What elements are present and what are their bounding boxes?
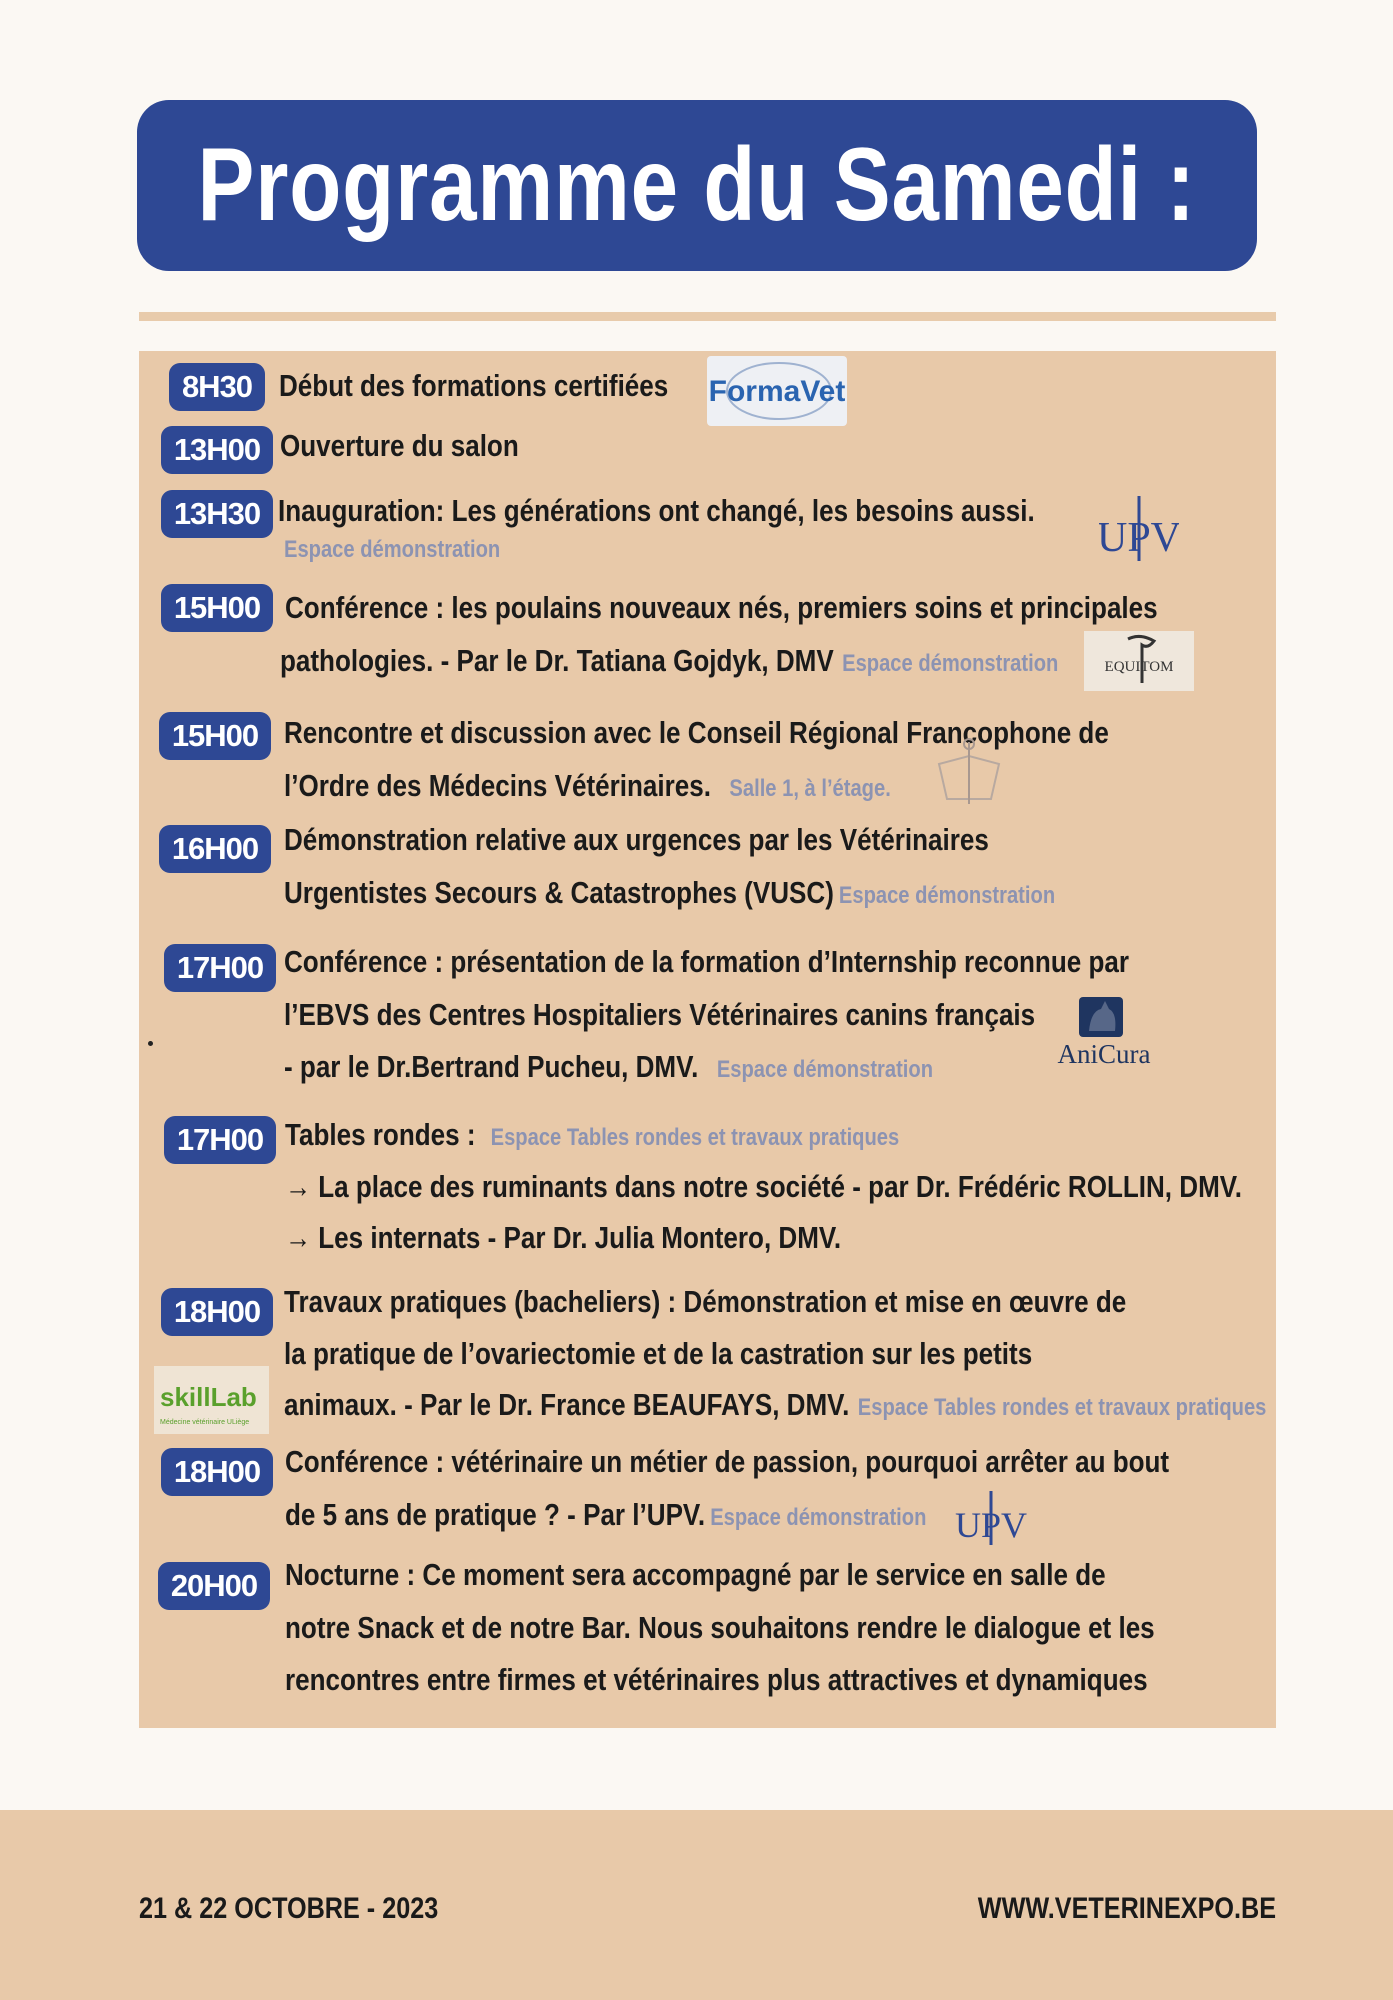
skilllab-logo-subtext: Médecine vétérinaire ULiège [160,1419,250,1426]
divider [139,312,1276,321]
schedule-line: Urgentistes Secours & Catastrophes (VUSC) Espace démonstration [284,875,1056,910]
schedule-line: de 5 ans de pratique ? - Par l’UPV. Espace démonstration [285,1497,927,1532]
schedule-line: → Les internats - Par Dr. Julia Montero, DMV. [285,1220,842,1255]
event-dates: 21 & 22 OCTOBRE - 2023 [139,1892,439,1925]
schedule-line: Conférence : vétérinaire un métier de passion, pourquoi arrêter au bout [285,1444,1170,1479]
time-badge: 15H00 [159,712,271,760]
location-label: Espace Tables rondes et travaux pratiques [857,1394,1267,1421]
location-label: Espace démonstration [284,536,501,563]
schedule-line: pathologies. - Par le Dr. Tatiana Gojdyk, DMV Espace démonstration [280,643,1059,678]
upv-logo-text: UPV [955,1505,1027,1545]
time-badge: 17H00 [164,1116,276,1164]
schedule-panel [139,351,1276,1728]
formavet-logo-text: FormaVet [708,375,846,408]
location-label: Espace démonstration [838,882,1056,909]
schedule-line: Travaux pratiques (bacheliers) : Démonstration et mise en œuvre de [284,1284,1127,1319]
schedule-line: - par le Dr.Bertrand Pucheu, DMV. Espace démonstration [284,1049,934,1084]
anicura-logo-text: AniCura [1057,1039,1151,1069]
schedule-line: l’EBVS des Centres Hospitaliers Vétérinaires canins français [284,997,1036,1032]
schedule-line: Conférence : les poulains nouveaux nés, premiers soins et principales [285,590,1158,625]
schedule-line: Tables rondes : Espace Tables rondes et travaux pratiques [285,1117,900,1152]
page-title: Programme du Samedi : [197,127,1197,243]
schedule-line: rencontres entre firmes et vétérinaires plus attractives et dynamiques [285,1662,1148,1697]
time-badge: 8H30 [169,363,265,411]
ordre-veterinaires-logo [929,734,1009,809]
time-badge: 16H00 [159,825,271,873]
title-banner [137,100,1257,271]
location-label: Espace démonstration [842,650,1059,677]
time-badge: 15H00 [161,584,273,632]
location-label: Espace démonstration [716,1056,934,1083]
upv-logo [1099,491,1179,566]
schedule-line: Début des formations certifiées [279,368,669,403]
time-badge: 17H00 [164,944,276,992]
schedule-line: Rencontre et discussion avec le Conseil Régional Francophone de [284,715,1109,750]
time-badge: 18H00 [161,1448,273,1496]
schedule-line: la pratique de l’ovariectomie et de la castration sur les petits [284,1336,1033,1371]
upv-logo-text: UPV [1099,515,1179,561]
schedule-line: l’Ordre des Médecins Vétérinaires. Salle 1, à l’étage. [284,768,891,803]
location-label: Salle 1, à l’étage. [729,775,891,802]
schedule-line: → La place des ruminants dans notre société - par Dr. Frédéric ROLLIN, DMV. [285,1169,1242,1204]
equitom-logo-text: EQUITOM [1104,659,1174,675]
time-badge: 18H00 [161,1288,273,1336]
schedule-line: Ouverture du salon [280,428,519,463]
website-link[interactable]: WWW.VETERINEXPO.BE [977,1892,1276,1925]
time-badge: 13H30 [161,490,273,538]
skilllab-logo [154,1366,269,1434]
schedule-line: animaux. - Par le Dr. France BEAUFAYS, DMV. Espace Tables rondes et travaux pratiques [284,1387,1267,1422]
upv-logo [955,1487,1027,1549]
location-label: Espace démonstration [710,1504,927,1531]
schedule-line: Nocturne : Ce moment sera accompagné par le service en salle de [285,1557,1106,1592]
anicura-logo [1039,991,1169,1071]
schedule-line: Conférence : présentation de la formation d’Internship reconnue par [284,944,1129,979]
schedule-line: notre Snack et de notre Bar. Nous souhaitons rendre le dialogue et les [285,1610,1155,1645]
formavet-logo [707,356,847,426]
time-badge: 20H00 [158,1562,270,1610]
stray-dot [148,1041,153,1046]
equitom-logo [1084,631,1194,691]
schedule-line: Démonstration relative aux urgences par les Vétérinaires [284,822,989,857]
schedule-line: Inauguration: Les générations ont changé, les besoins aussi. [278,493,1035,528]
skilllab-logo-text: skillLab [160,1382,257,1412]
time-badge: 13H00 [161,426,273,474]
location-label: Espace Tables rondes et travaux pratiques [490,1124,900,1151]
